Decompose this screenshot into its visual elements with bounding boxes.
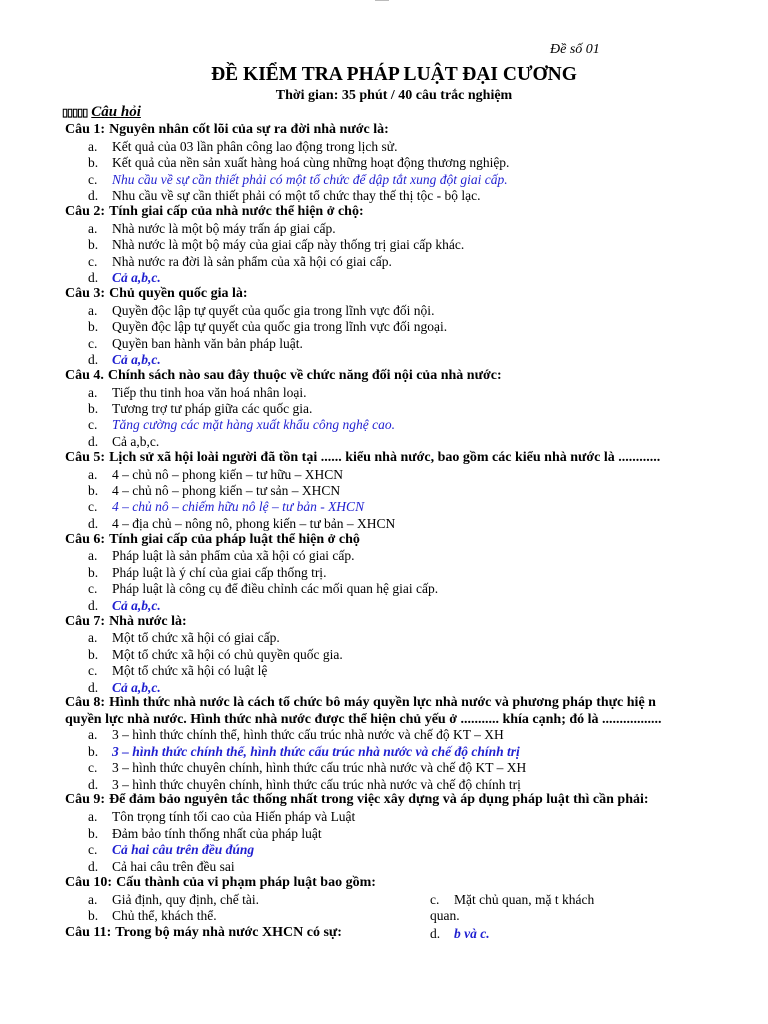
q4-option-b: b. Tương trợ tư pháp giữa các quốc gia. <box>88 401 313 416</box>
question-6 <box>65 532 360 548</box>
question-9 <box>65 792 649 808</box>
question-7 <box>65 614 187 630</box>
correct-answer: Tăng cường các mặt hàng xuất khẩu công nghệ cao. <box>112 417 396 432</box>
q7-option-c: c. Một tổ chức xã hội có luật lệ <box>88 663 268 678</box>
question-11 <box>65 925 342 941</box>
question-number: Câu 5: <box>65 450 106 465</box>
q4-option-d: d. Cả a,b,c. <box>88 434 160 449</box>
question-number: Câu 10: <box>65 875 113 890</box>
q6-option-c: c. Pháp luật là công cụ để điều chỉnh các mối quan hệ giai cấp. <box>88 581 439 596</box>
q7-option-a: a. Một tổ chức xã hội có giai cấp. <box>88 630 280 645</box>
q5-option-d: d. 4 – địa chủ – nông nô, phong kiến – tư bản – XHCN <box>88 516 396 531</box>
question-text: Nhà nước là: <box>109 614 187 629</box>
question-number: Câu 8: <box>65 695 106 710</box>
question-number: Câu 3: <box>65 286 106 301</box>
question-3 <box>65 286 248 302</box>
exam-title: ĐỀ KIỂM TRA PHÁP LUẬT ĐẠI CƯƠNG <box>211 64 577 85</box>
question-text: Trong bộ máy nhà nước XHCN có sự: <box>115 925 342 940</box>
q9-option-b: b. Đảm bảo tính thống nhất của pháp luật <box>88 826 322 841</box>
q2-option-a: a. Nhà nước là một bộ máy trấn áp giai cấp. <box>88 221 336 236</box>
exam-code: Đề số 01 <box>550 42 600 57</box>
q3-option-d: d. Cả a,b,c. <box>88 352 161 367</box>
question-text: Cấu thành của vi phạm pháp luật bao gồm: <box>116 875 376 890</box>
q8-option-d: d. 3 – hình thức chuyên chính, hình thức cấu trúc nhà nước và chế độ chính trị <box>88 777 521 792</box>
q9-option-c: c. Cả hai câu trên đều đúng <box>88 842 255 857</box>
q2-option-c: c. Nhà nước ra đời là sản phẩm của xã hội có giai cấp. <box>88 254 392 269</box>
q8-option-b: b. 3 – hình thức chính thể, hình thức cấu trúc nhà nước và chế độ chính trị <box>88 744 520 759</box>
missing-glyph-boxes: ▯▯▯▯▯ <box>62 107 88 119</box>
correct-answer: 3 – hình thức chính thể, hình thức cấu trúc nhà nước và chế độ chính trị <box>112 744 520 759</box>
q5-option-b: b. 4 – chủ nô – phong kiến – tư sản – XHCN <box>88 483 341 498</box>
question-10 <box>65 875 376 891</box>
question-text: Nguyên nhân cốt lõi của sự ra đời nhà nước là: <box>109 122 389 137</box>
question-2 <box>65 204 364 220</box>
question-text: Tính giai cấp của pháp luật thể hiện ở chộ <box>109 532 360 547</box>
q10-option-b: b. Chủ thể, khách thể. <box>88 908 217 923</box>
q1-option-c: c. Nhu cầu về sự cần thiết phải có một tổ chức để dập tắt xung đột giai cấp. <box>88 172 508 187</box>
q8-option-c: c. 3 – hình thức chuyên chính, hình thức cấu trúc nhà nước và chế độ KT – XH <box>88 760 527 775</box>
question-number: Câu 1: <box>65 122 106 137</box>
q10-option-a: a. Giả định, quy định, chế tài. <box>88 892 259 907</box>
q5-option-a: a. 4 – chủ nô – phong kiến – tư hữu – XHCN <box>88 467 343 482</box>
q1-option-b: b. Kết quả của nền sản xuất hàng hoá cùng những hoạt động thương nghiệp. <box>88 155 510 170</box>
q5-option-c: c. 4 – chủ nô – chiếm hữu nô lệ – tư bản - XHCN <box>88 499 365 514</box>
question-number: Câu 6: <box>65 532 106 547</box>
q4-option-c: c. Tăng cường các mặt hàng xuất khẩu công nghệ cao. <box>88 417 396 432</box>
question-1 <box>65 122 389 138</box>
correct-answer: Nhu cầu về sự cần thiết phải có một tổ chức để dập tắt xung đột giai cấp. <box>112 172 508 187</box>
question-number: Câu 4. <box>65 368 104 383</box>
correct-answer: Cả a,b,c. <box>112 598 161 613</box>
exam-subtitle: Thời gian: 35 phút / 40 câu trắc nghiệm <box>275 88 513 103</box>
question-number: Câu 11: <box>65 925 112 940</box>
q8-option-a: a. 3 – hình thức chính thể, hình thức cấu trúc nhà nước và chế độ KT – XH <box>88 727 504 742</box>
question-4 <box>65 368 502 384</box>
question-text: Để đảm bảo nguyên tắc thống nhất trong việc xây dựng và áp dụng pháp luật thì cần phải: <box>109 792 649 807</box>
question-text: Chính sách nào sau đây thuộc về chức năng đối nội của nhà nước: <box>107 368 502 383</box>
q1-option-d: d. Nhu cầu về sự cần thiết phải có một tổ chức thay thế thị tộc - bộ lạc. <box>88 188 481 203</box>
correct-answer: Cả a,b,c. <box>112 352 161 367</box>
q4-option-a: a. Tiếp thu tinh hoa văn hoá nhân loại. <box>88 385 307 400</box>
question-number: Câu 7: <box>65 614 106 629</box>
correct-answer: b và c. <box>454 926 490 941</box>
section-heading <box>62 104 141 121</box>
q2-option-b: b. Nhà nước là một bộ máy của giai cấp này thống trị giai cấp khác. <box>88 237 465 252</box>
question-number: Câu 9: <box>65 792 106 807</box>
q7-option-b: b. Một tổ chức xã hội có chủ quyền quốc gia. <box>88 647 343 662</box>
correct-answer: Cả a,b,c. <box>112 680 161 695</box>
question-text: Hình thức nhà nước là cách tổ chức bô máy quyền lực nhà nước và phương pháp thực hiệ n quyền lực nhà nước. Hình thức nhà nước được thể hiện chủ yếu ở ........... khía cạnh; đó là ................. <box>65 695 662 727</box>
q1-option-a: a. Kết quả của 03 lần phân công lao động trong lịch sử. <box>88 139 398 154</box>
q11-option-d: d. b và c. <box>430 926 490 941</box>
section-label: Câu hỏi <box>91 104 141 120</box>
q9-option-a: a. Tôn trọng tính tối cao của Hiến pháp và Luật <box>88 809 356 824</box>
q3-option-a: a. Quyền độc lập tự quyết của quốc gia trong lĩnh vực đối nội. <box>88 303 435 318</box>
question-text: Lịch sử xã hội loài người đã tồn tại ...... kiểu nhà nước, bao gồm các kiểu nhà nước là ............ <box>109 450 661 465</box>
correct-answer: 4 – chủ nô – chiếm hữu nô lệ – tư bản - XHCN <box>112 499 365 514</box>
question-text: Chủ quyền quốc gia là: <box>109 286 248 301</box>
correct-answer: Cả hai câu trên đều đúng <box>112 842 255 857</box>
question-8 <box>65 695 685 728</box>
q3-option-b: b. Quyền độc lập tự quyết của quốc gia trong lĩnh vực đối ngoại. <box>88 319 448 334</box>
q6-option-a: a. Pháp luật là sản phẩm của xã hội có giai cấp. <box>88 548 355 563</box>
question-text: Tính giai cấp của nhà nước thể hiện ở chộ: <box>109 204 364 219</box>
q2-option-d: d. Cả a,b,c. <box>88 270 161 285</box>
question-number: Câu 2: <box>65 204 106 219</box>
q10-option-c: c. Mặt chủ quan, mặ t khách quan. <box>430 892 595 923</box>
q7-option-d: d. Cả a,b,c. <box>88 680 161 695</box>
q6-option-d: d. Cả a,b,c. <box>88 598 161 613</box>
q3-option-c: c. Quyền ban hành văn bản pháp luật. <box>88 336 303 351</box>
q6-option-b: b. Pháp luật là ý chí của giai cấp thống trị. <box>88 565 327 580</box>
page-top-mark <box>375 0 389 1</box>
q9-option-d: d. Cả hai câu trên đều sai <box>88 859 235 874</box>
question-5 <box>65 450 660 466</box>
correct-answer: Cả a,b,c. <box>112 270 161 285</box>
